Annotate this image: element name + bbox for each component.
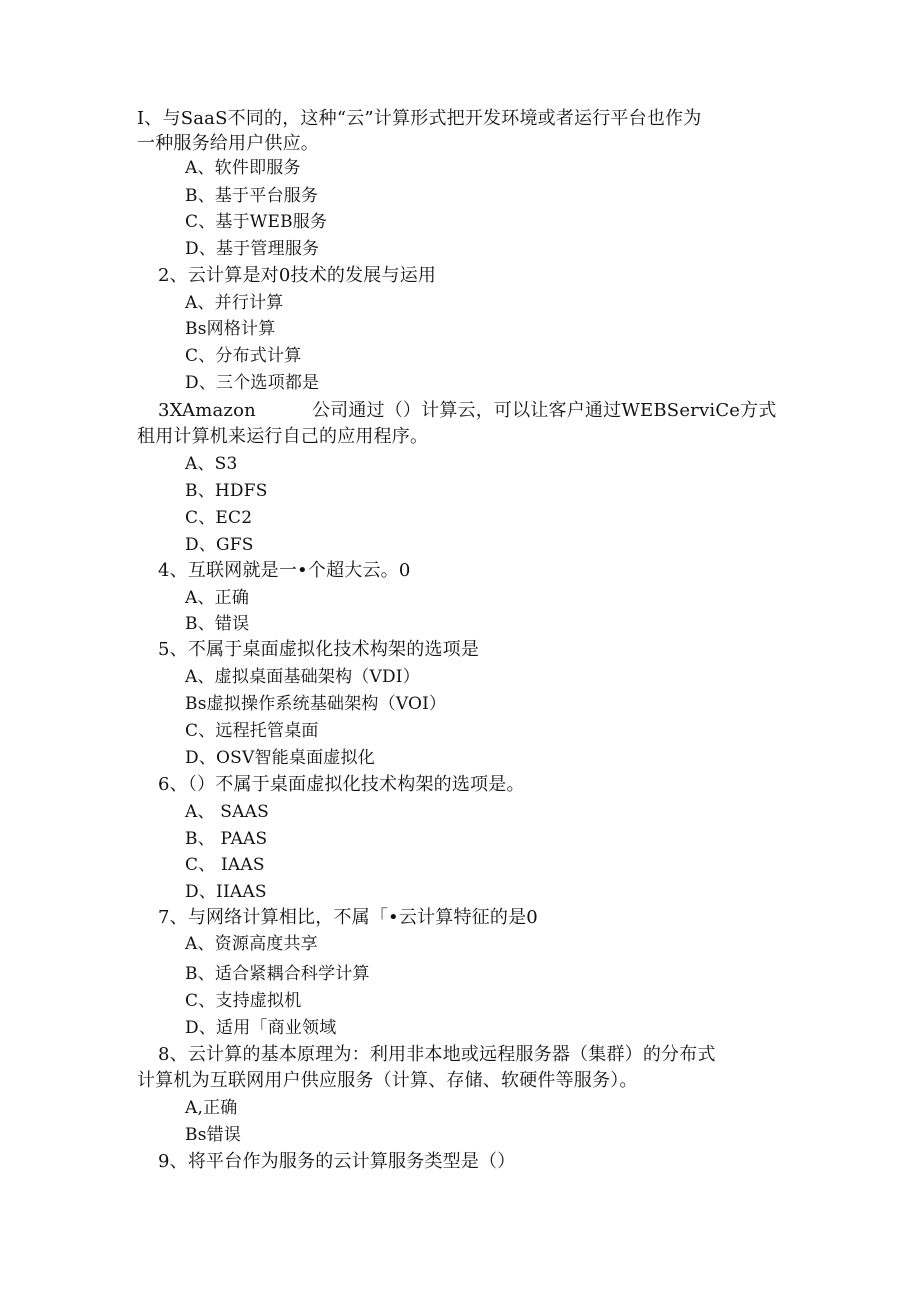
question-4-option-a: A、正确: [185, 588, 250, 608]
question-2-option-a: A、并行计算: [185, 293, 284, 313]
question-2-option-d: D、三个选项都是: [185, 373, 320, 393]
question-5-option-d: D、OSV智能桌面虚拟化: [185, 748, 375, 768]
question-8-option-a: A,正确: [185, 1098, 238, 1118]
question-7-option-c: C、支持虚拟机: [185, 991, 302, 1011]
question-5-option-b: Bs虚拟操作系统基础架构（VOI）: [185, 694, 447, 714]
question-1-option-d: D、基于管理服务: [185, 239, 320, 259]
question-3-option-c: C、EC2: [185, 508, 253, 528]
question-3-option-d: D、GFS: [185, 535, 254, 555]
question-6-option-d: D、IIAAS: [185, 882, 267, 902]
question-6-option-a: A、 SAAS: [185, 802, 269, 822]
question-6-line-1: 6、（）不属于桌面虚拟化技术构架的选项是。: [158, 774, 525, 795]
question-7-option-a: A、资源高度共享: [185, 934, 318, 954]
question-6-option-b: B、 PAAS: [185, 829, 268, 849]
question-5-option-c: C、远程托管桌面: [185, 721, 319, 741]
question-2-option-c: C、分布式计算: [185, 346, 302, 366]
question-5-option-a: A、虚拟桌面基础架构（VDI）: [185, 667, 420, 687]
question-3-option-a: A、S3: [185, 454, 238, 474]
question-8-line-1: 8、云计算的基本原理为：利用非本地或远程服务器（集群）的分布式: [158, 1044, 716, 1065]
question-1-line-2: 一种服务给用户供应。: [137, 133, 319, 154]
question-3-line-1: [158, 398, 777, 424]
question-2-option-b: Bs网格计算: [185, 319, 276, 339]
question-7-option-d: D、适用「商业领域: [185, 1018, 337, 1038]
question-3-part-1: 3XAmazon: [158, 400, 256, 421]
question-2-line-1: 2、云计算是对0技术的发展与运用: [158, 265, 437, 286]
question-3-option-b: B、HDFS: [185, 481, 268, 501]
question-4-option-b: B、错误: [185, 614, 250, 634]
question-4-line-1: 4、互联网就是一•个超大云。0: [158, 560, 411, 581]
question-1-line-1: I、与SaaS不同的，这种“云”计算形式把开发环境或者运行平台也作为: [137, 108, 702, 129]
question-1-option-c: C、基于WEB服务: [185, 212, 328, 232]
question-9-line-1: 9、将平台作为服务的云计算服务类型是（）: [158, 1151, 516, 1172]
question-8-option-b: Bs错误: [185, 1125, 242, 1145]
question-1-option-b: B、基于平台服务: [185, 186, 319, 206]
question-5-line-1: 5、不属于桌面虚拟化技术构架的选项是: [158, 639, 480, 660]
question-7-line-1: 7、与网络计算相比，不属「•云计算特征的是0: [158, 907, 538, 928]
question-1-option-a: A、软件即服务: [185, 158, 301, 178]
question-8-line-2: 计算机为互联网用户供应服务（计算、存储、软硬件等服务）。: [137, 1070, 638, 1091]
question-6-option-c: C、 IAAS: [185, 855, 265, 875]
question-7-option-b: B、适合紧耦合科学计算: [185, 964, 370, 984]
question-3-line-2: 租用计算机来运行自己的应用程序。: [137, 426, 429, 447]
question-3-part-2: 公司通过（）计算云，可以让客户通过WEBServiCe方式: [311, 400, 777, 421]
